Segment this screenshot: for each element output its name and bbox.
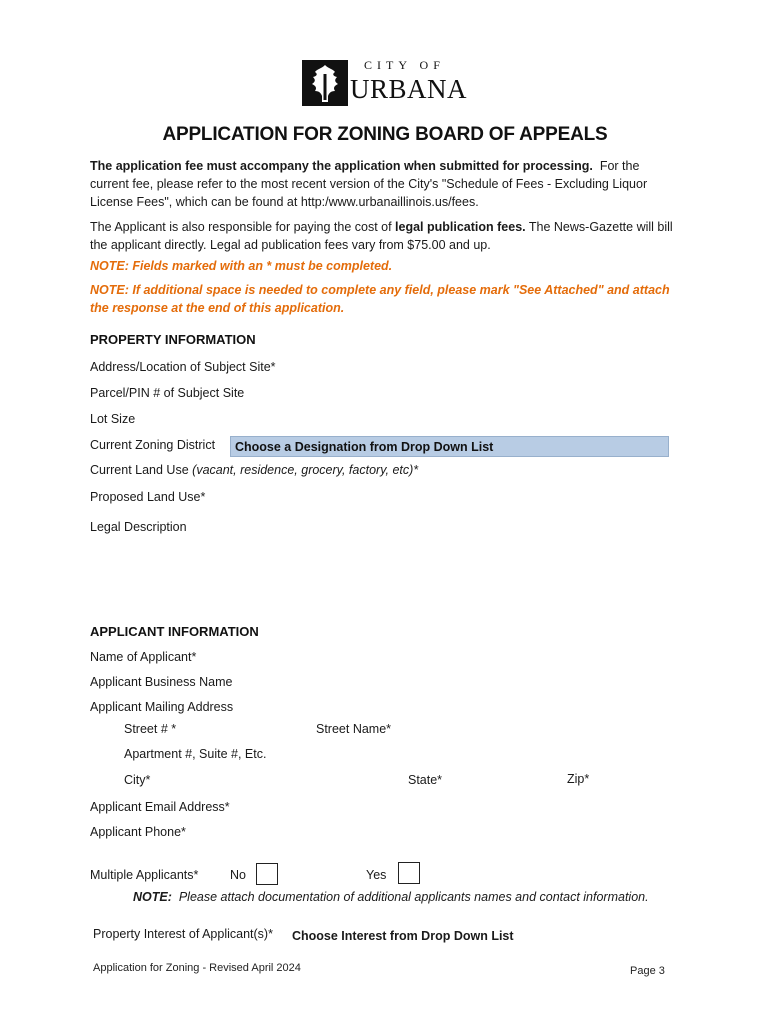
note-text: Please attach documentation of additional applicants names and contact information. xyxy=(178,890,649,904)
city-label: City* xyxy=(124,773,151,787)
proposed-land-use-label: Proposed Land Use* xyxy=(90,490,206,504)
property-section-heading: PROPERTY INFORMATION xyxy=(90,332,256,347)
zoning-district-label: Current Zoning District xyxy=(90,438,216,452)
email-label: Applicant Email Address* xyxy=(90,800,230,814)
yes-checkbox[interactable] xyxy=(398,862,420,884)
fee-paragraph xyxy=(90,157,680,211)
logo-urbana-text: URBANA xyxy=(350,74,468,104)
city-logo xyxy=(302,58,467,108)
parcel-label: Parcel/PIN # of Subject Site xyxy=(90,386,245,400)
zoning-district-value: Choose a Designation from Drop Down List xyxy=(235,440,494,454)
publication-text-start: The Applicant is also responsible for paying the cost of xyxy=(90,220,396,234)
zip-label: Zip* xyxy=(567,772,590,786)
lot-size-label: Lot Size xyxy=(90,412,136,426)
legal-description-label: Legal Description xyxy=(90,520,187,534)
applicant-name-label: Name of Applicant* xyxy=(90,650,197,664)
apartment-label: Apartment #, Suite #, Etc. xyxy=(124,747,267,761)
page-title: APPLICATION FOR ZONING BOARD OF APPEALS xyxy=(162,124,608,145)
note-bold: NOTE: xyxy=(133,890,172,904)
logo-city-text: CITY OF xyxy=(364,58,445,72)
no-checkbox[interactable] xyxy=(256,863,278,885)
property-interest-dropdown[interactable]: Choose Interest from Drop Down List xyxy=(292,929,514,943)
oak-leaf-logo-icon xyxy=(302,60,348,106)
fee-text: For the current fee, please refer to the most recent version of the City's "Schedule of Fees - Excluding Liquor License Fees", which can be found at http:/www.urbanaillinois.us/fees. xyxy=(90,159,648,209)
no-option-label: No xyxy=(230,868,246,882)
publication-bold-text: legal publication fees. xyxy=(395,220,526,234)
zoning-district-dropdown[interactable] xyxy=(230,436,669,457)
business-name-label: Applicant Business Name xyxy=(90,675,233,689)
required-fields-note: NOTE: Fields marked with an * must be completed. xyxy=(90,259,393,273)
page-number: Page 3 xyxy=(630,965,665,977)
mailing-address-label: Applicant Mailing Address xyxy=(90,700,234,714)
land-use-hint: (vacant, residence, grocery, factory, etc)* xyxy=(192,463,419,477)
applicant-section-heading: APPLICANT INFORMATION xyxy=(90,624,259,639)
publication-text-rest: The News-Gazette will bill the applicant directly. Legal ad publication fees vary from $75.00 and up. xyxy=(90,220,673,252)
multiple-applicants-label: Multiple Applicants* xyxy=(90,868,199,882)
property-interest-label: Property Interest of Applicant(s)* xyxy=(93,927,273,941)
land-use-label: Current Land Use (vacant, residence, grocery, factory, etc)* xyxy=(90,463,419,477)
street-number-label: Street # * xyxy=(124,722,177,736)
address-label: Address/Location of Subject Site* xyxy=(90,360,276,374)
street-name-label: Street Name* xyxy=(316,722,392,736)
multiple-applicants-note xyxy=(133,890,649,904)
yes-option-label: Yes xyxy=(366,868,387,882)
fee-bold-text: The application fee must accompany the application when submitted for processing. xyxy=(90,159,593,173)
phone-label: Applicant Phone* xyxy=(90,825,186,839)
publication-paragraph xyxy=(90,218,680,254)
additional-space-note: NOTE: If additional space is needed to complete any field, please mark "See Attached" and attach the response at the end of this application. xyxy=(90,283,670,315)
footer-revision-text: Application for Zoning - Revised April 2024 xyxy=(93,962,301,974)
state-label: State* xyxy=(408,773,443,787)
